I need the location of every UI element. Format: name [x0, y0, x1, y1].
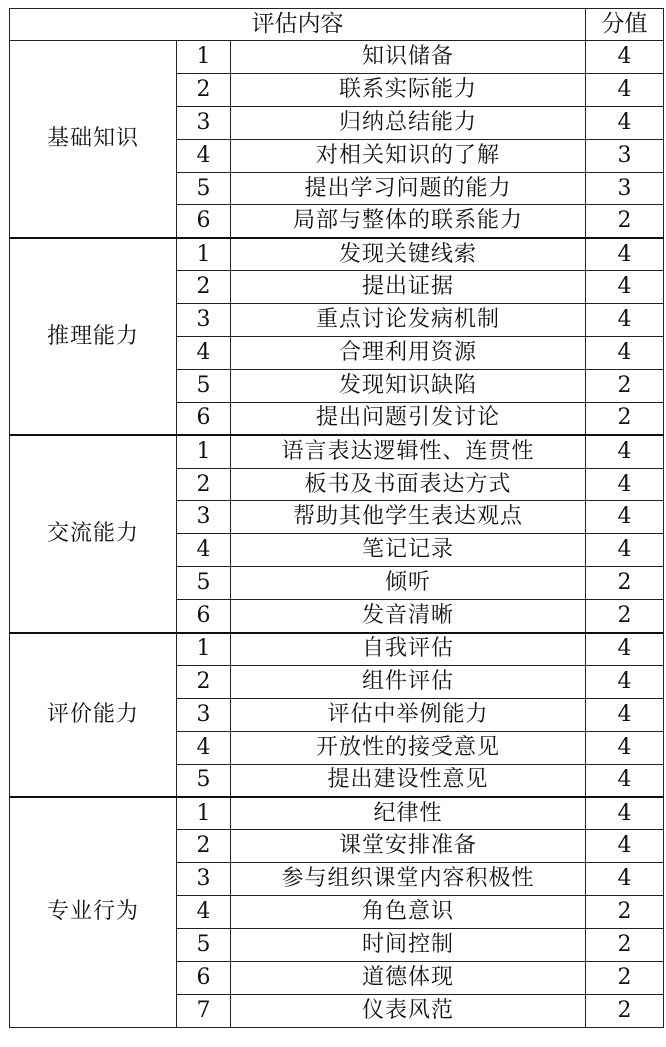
score-cell: 4 [586, 238, 664, 271]
category-cell: 推理能力 [10, 238, 177, 435]
category-cell: 交流能力 [10, 435, 177, 632]
item-name-cell: 提出建设性意见 [231, 764, 586, 797]
item-name-cell: 道德体现 [231, 961, 586, 994]
score-cell: 2 [586, 961, 664, 994]
score-cell: 4 [586, 764, 664, 797]
item-number-cell: 2 [177, 271, 231, 304]
item-number-cell: 3 [177, 698, 231, 731]
item-name-cell: 提出证据 [231, 271, 586, 304]
item-name-cell: 合理利用资源 [231, 337, 586, 370]
item-number-cell: 5 [177, 172, 231, 205]
item-name-cell: 组件评估 [231, 665, 586, 698]
item-name-cell: 倾听 [231, 567, 586, 600]
score-cell: 4 [586, 271, 664, 304]
item-number-cell: 3 [177, 106, 231, 139]
score-cell: 4 [586, 633, 664, 666]
item-number-cell: 5 [177, 764, 231, 797]
item-name-cell: 重点讨论发病机制 [231, 304, 586, 337]
score-cell: 2 [586, 369, 664, 402]
score-cell: 4 [586, 863, 664, 896]
item-number-cell: 6 [177, 600, 231, 633]
evaluation-table [9, 8, 664, 1028]
item-number-cell: 2 [177, 468, 231, 501]
item-name-cell: 时间控制 [231, 929, 586, 962]
item-name-cell: 纪律性 [231, 797, 586, 830]
item-number-cell: 1 [177, 41, 231, 74]
item-name-cell: 仪表风范 [231, 994, 586, 1027]
score-cell: 4 [586, 337, 664, 370]
category-cell: 基础知识 [10, 41, 177, 238]
table-row [10, 41, 664, 74]
score-cell: 2 [586, 994, 664, 1027]
item-number-cell: 1 [177, 435, 231, 468]
item-number-cell: 5 [177, 369, 231, 402]
score-cell: 4 [586, 468, 664, 501]
score-cell: 4 [586, 830, 664, 863]
score-cell: 4 [586, 665, 664, 698]
table-row [10, 435, 664, 468]
table-body [10, 41, 664, 1028]
item-name-cell: 自我评估 [231, 633, 586, 666]
score-cell: 3 [586, 139, 664, 172]
item-number-cell: 4 [177, 534, 231, 567]
item-number-cell: 6 [177, 961, 231, 994]
category-cell: 评价能力 [10, 633, 177, 797]
score-cell: 4 [586, 106, 664, 139]
item-number-cell: 7 [177, 994, 231, 1027]
item-name-cell: 归纳总结能力 [231, 106, 586, 139]
item-number-cell: 3 [177, 863, 231, 896]
header-content: 评估内容 [10, 9, 586, 41]
category-cell: 专业行为 [10, 797, 177, 1027]
item-name-cell: 发现知识缺陷 [231, 369, 586, 402]
table-row [10, 633, 664, 666]
item-number-cell: 1 [177, 238, 231, 271]
score-cell: 4 [586, 501, 664, 534]
item-number-cell: 5 [177, 929, 231, 962]
item-number-cell: 4 [177, 139, 231, 172]
score-cell: 2 [586, 402, 664, 435]
item-number-cell: 1 [177, 797, 231, 830]
item-name-cell: 联系实际能力 [231, 73, 586, 106]
score-cell: 4 [586, 797, 664, 830]
item-name-cell: 提出问题引发讨论 [231, 402, 586, 435]
score-cell: 4 [586, 304, 664, 337]
item-name-cell: 角色意识 [231, 896, 586, 929]
score-cell: 2 [586, 929, 664, 962]
header-score: 分值 [586, 9, 664, 41]
item-number-cell: 1 [177, 633, 231, 666]
item-name-cell: 提出学习问题的能力 [231, 172, 586, 205]
item-number-cell: 3 [177, 501, 231, 534]
score-cell: 2 [586, 567, 664, 600]
table-row [10, 797, 664, 830]
score-cell: 4 [586, 698, 664, 731]
score-cell: 4 [586, 534, 664, 567]
table-header-row [10, 9, 664, 41]
score-cell: 2 [586, 205, 664, 238]
item-number-cell: 4 [177, 337, 231, 370]
table-row [10, 238, 664, 271]
item-number-cell: 4 [177, 896, 231, 929]
item-name-cell: 发音清晰 [231, 600, 586, 633]
item-name-cell: 课堂安排准备 [231, 830, 586, 863]
item-name-cell: 笔记记录 [231, 534, 586, 567]
item-name-cell: 语言表达逻辑性、连贯性 [231, 435, 586, 468]
score-cell: 3 [586, 172, 664, 205]
item-number-cell: 2 [177, 665, 231, 698]
item-number-cell: 4 [177, 731, 231, 764]
item-name-cell: 知识储备 [231, 41, 586, 74]
item-number-cell: 5 [177, 567, 231, 600]
score-cell: 4 [586, 731, 664, 764]
item-name-cell: 发现关键线索 [231, 238, 586, 271]
item-name-cell: 板书及书面表达方式 [231, 468, 586, 501]
score-cell: 2 [586, 600, 664, 633]
item-number-cell: 6 [177, 402, 231, 435]
score-cell: 2 [586, 896, 664, 929]
score-cell: 4 [586, 41, 664, 74]
score-cell: 4 [586, 73, 664, 106]
item-name-cell: 开放性的接受意见 [231, 731, 586, 764]
item-name-cell: 参与组织课堂内容积极性 [231, 863, 586, 896]
item-name-cell: 评估中举例能力 [231, 698, 586, 731]
item-name-cell: 帮助其他学生表达观点 [231, 501, 586, 534]
item-name-cell: 局部与整体的联系能力 [231, 205, 586, 238]
item-number-cell: 2 [177, 830, 231, 863]
score-cell: 4 [586, 435, 664, 468]
item-number-cell: 6 [177, 205, 231, 238]
item-name-cell: 对相关知识的了解 [231, 139, 586, 172]
item-number-cell: 3 [177, 304, 231, 337]
item-number-cell: 2 [177, 73, 231, 106]
